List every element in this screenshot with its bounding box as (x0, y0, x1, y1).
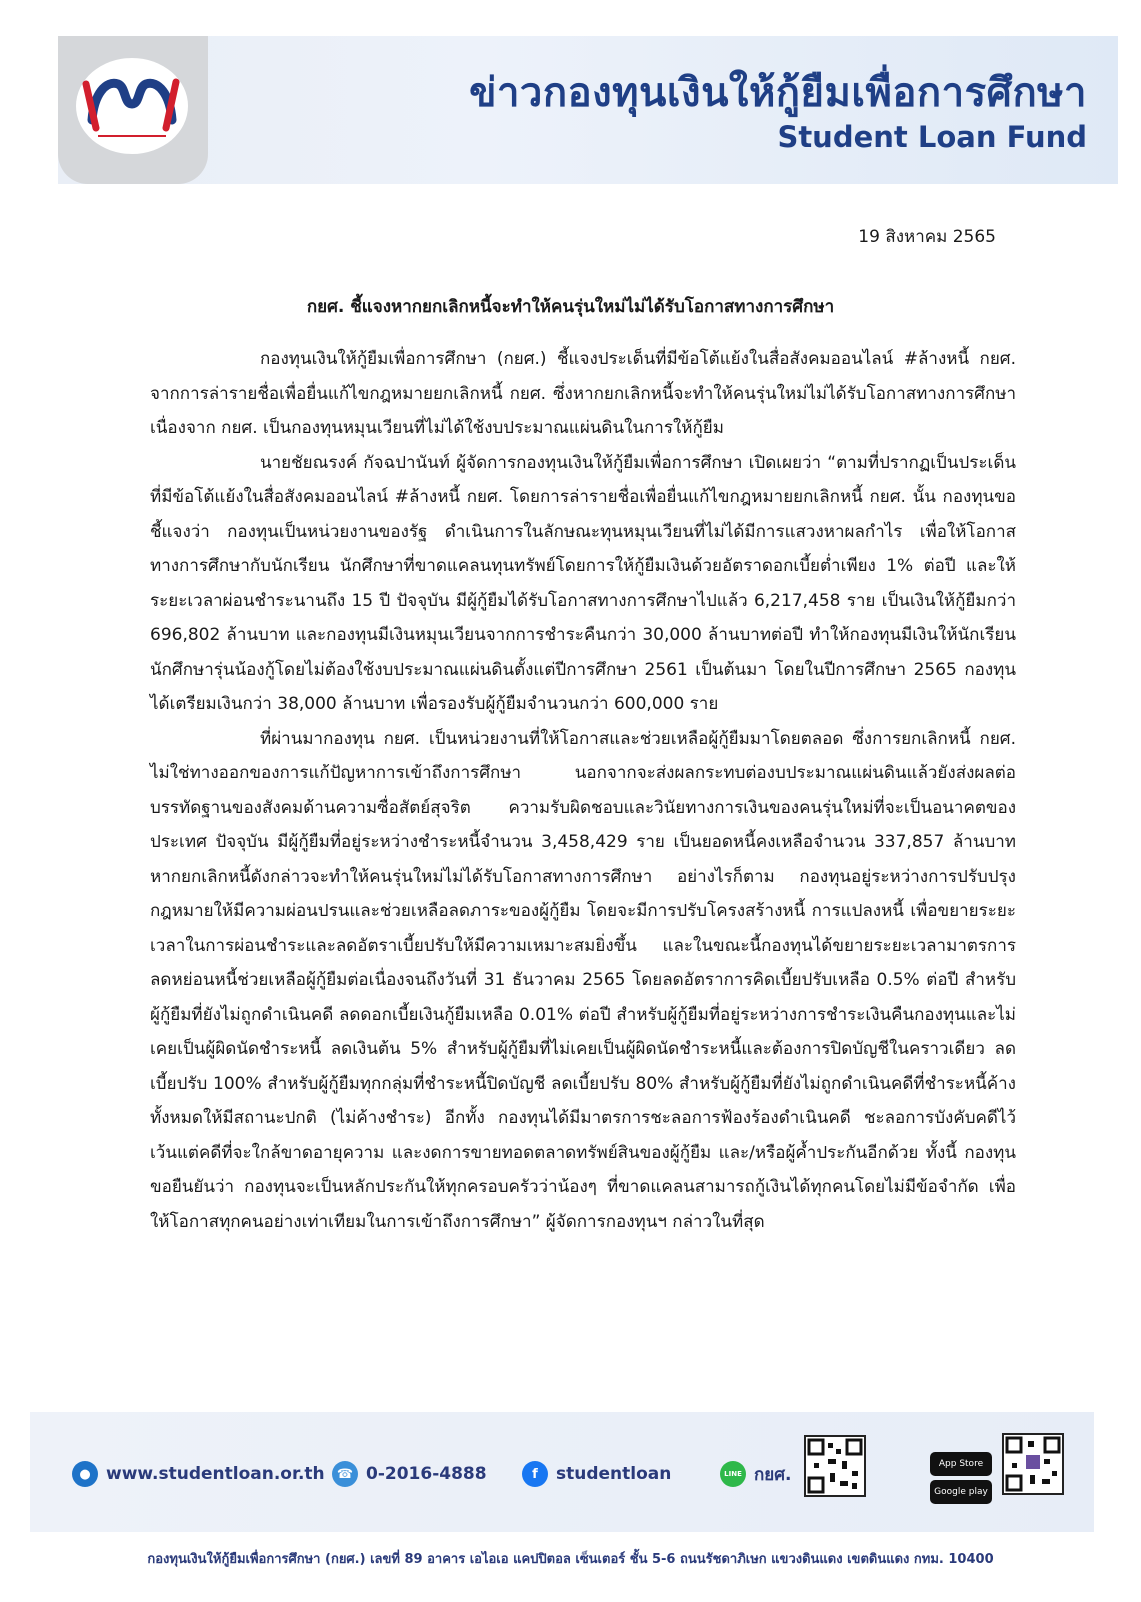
google-play-badge[interactable] (930, 1480, 992, 1504)
footer-line[interactable] (720, 1459, 792, 1489)
publication-date: 19 สิงหาคม 2565 (858, 227, 996, 247)
phone-number[interactable]: 0-2016-4888 (366, 1464, 487, 1484)
app-store-badge[interactable] (930, 1452, 992, 1476)
google-play-label: Google play (934, 1487, 988, 1497)
facebook-icon: f (522, 1461, 548, 1487)
qr-code-icon (804, 1435, 866, 1497)
paragraph-2: นายชัยณรงค์ กัจฉปานันท์ ผู้จัดการกองทุนเงินให้กู้ยืมเพื่อการศึกษา เปิดเผยว่า “ตามที่ปรากฏเป็นประเด็นที่มีข้อโต้แย้งในสื่อสังคมออนไลน์ #ล้างหนี้ กยศ. โดยการล่ารายชื่อเพื่อยื่นแก้ไขกฎหมายยกเลิกหนี้ กยศ. นั้น กองทุนขอชี้แจงว่า กองทุนเป็นหน่วยงานของรัฐ ดำเนินการในลักษณะทุนหมุนเวียนที่ไม่ได้มีการแสวงหาผลกำไร เพื่อให้โอกาสทางการศึกษากับนักเรียน นักศึกษาที่ขาดแคลนทุนทรัพย์โดยการให้กู้ยืมเงินด้วยอัตราดอกเบี้ยต่ำเพียง 1% ต่อปี และให้ระยะเวลาผ่อนชำระนานถึง 15 ปี ปัจจุบัน มีผู้กู้ยืมได้รับโอกาสทางการศึกษาไปแล้ว 6,217,458 ราย เป็นเงินให้กู้ยืมกว่า 696,802 ล้านบาท และกองทุนมีเงินหมุนเวียนจากการชำระคืนกว่า 30,000 ล้านบาทต่อปี ทำให้กองทุนมีเงินให้นักเรียน นักศึกษารุ่นน้องกู้โดยไม่ต้องใช้งบประมาณแผ่นดินตั้งแต่ปีการศึกษา 2561 เป็นต้นมา โดยในปีการศึกษา 2565 กองทุนได้เตรียมเงินกว่า 38,000 ล้านบาท เพื่อรองรับผู้กู้ยืมจำนวนกว่า 600,000 ราย (150, 452, 1016, 714)
header-subtitle: Student Loan Fund (777, 120, 1087, 154)
footer-website[interactable] (72, 1459, 325, 1489)
kyos-logo (72, 54, 192, 158)
website-link[interactable]: www.studentloan.or.th (106, 1464, 325, 1484)
footer-facebook[interactable] (522, 1459, 671, 1489)
header-title: ข่าวกองทุนเงินให้กู้ยืมเพื่อการศึกษา (469, 70, 1087, 116)
article-body (150, 342, 1016, 1239)
globe-icon: ● (72, 1461, 98, 1487)
line-icon: LINE (720, 1461, 746, 1487)
facebook-handle[interactable]: studentloan (556, 1464, 672, 1484)
paragraph-3: ที่ผ่านมากองทุน กยศ. เป็นหน่วยงานที่ให้โอกาสและช่วยเหลือผู้กู้ยืมมาโดยตลอด ซึ่งการยกเลิกหนี้ กยศ. ไม่ใช่ทางออกของการแก้ปัญหาการเข้าถึงการศึกษา นอกจากจะส่งผลกระทบต่องบประมาณแผ่นดินแล้วยังส่งผลต่อบรรทัดฐานของสังคมด้านความซื่อสัตย์สุจริต ความรับผิดชอบและวินัยทางการเงินของคนรุ่นใหม่ที่จะเป็นอนาคตของประเทศ ปัจจุบัน มีผู้กู้ยืมที่อยู่ระหว่างชำระหนี้จำนวน 3,458,429 ราย เป็นยอดหนี้คงเหลือจำนวน 337,857 ล้านบาท หากยกเลิกหนี้ดังกล่าวจะทำให้คนรุ่นใหม่ไม่ได้รับโอกาสทางการศึกษา อย่างไรก็ตาม กองทุนอยู่ระหว่างการปรับปรุงกฎหมายให้มีความผ่อนปรนและช่วยเหลือลดภาระของผู้กู้ยืม โดยจะมีการปรับโครงสร้างหนี้ การแปลงหนี้ เพื่อขยายระยะเวลาในการผ่อนชำระและลดอัตราเบี้ยปรับให้มีความเหมาะสมยิ่งขึ้น และในขณะนี้กองทุนได้ขยายระยะเวลามาตรการลดหย่อนหนี้ช่วยเหลือผู้กู้ยืมต่อเนื่องจนถึงวันที่ 31 ธันวาคม 2565 โดยลดอัตราการคิดเบี้ยปรับเหลือ 0.5% ต่อปี สำหรับผู้กู้ยืมที่ยังไม่ถูกดำเนินคดี ลดดอกเบี้ยเงินกู้ยืมเหลือ 0.01% ต่อปี สำหรับผู้กู้ยืมที่อยู่ระหว่างการชำระเงินคืนกองทุนและไม่เคยเป็นผู้ผิดนัดชำระหนี้ ลดเงินต้น 5% สำหรับผู้กู้ยืมที่ไม่เคยเป็นผู้ผิดนัดชำระหนี้และต้องการปิดบัญชีในคราวเดียว ลดเบี้ยปรับ 100% สำหรับผู้กู้ยืมทุกกลุ่มที่ชำระหนี้ปิดบัญชี ลดเบี้ยปรับ 80% สำหรับผู้กู้ยืมที่ยังไม่ถูกดำเนินคดีที่ชำระหนี้ค้างทั้งหมดให้มีสถานะปกติ (ไม่ค้างชำระ) อีกทั้ง กองทุนได้มีมาตรการชะลอการฟ้องร้องดำเนินคดี ชะลอการบังคับคดีไว้ เว้นแต่คดีที่จะใกล้ขาดอายุความ และงดการขายทอดตลาดทรัพย์สินของผู้กู้ยืม และ/หรือผู้ค้ำประกันอีกด้วย ทั้งนี้ กองทุนขอยืนยันว่า กองทุนจะเป็นหลักประกันให้ทุกครอบครัวว่าน้องๆ ที่ขาดแคลนสามารถกู้เงินได้ทุกคนโดยไม่มีข้อจำกัด เพื่อให้โอกาสทุกคนอย่างเท่าเทียมในการเข้าถึงการศึกษา” ผู้จัดการกองทุนฯ กล่าวในที่สุด (150, 728, 1016, 1232)
footer-phone[interactable] (332, 1459, 487, 1489)
app-qr-code-icon (1002, 1433, 1064, 1495)
app-store-label: App Store (938, 1459, 984, 1469)
paragraph-1: กองทุนเงินให้กู้ยืมเพื่อการศึกษา (กยศ.) ชี้แจงประเด็นที่มีข้อโต้แย้งในสื่อสังคมออนไลน์ #ล้างหนี้ กยศ. จากการล่ารายชื่อเพื่อยื่นแก้ไขกฎหมายยกเลิกหนี้ กยศ. ซึ่งหากยกเลิกหนี้จะทำให้คนรุ่นใหม่ไม่ได้รับโอกาสทางการศึกษา เนื่องจาก กยศ. เป็นกองทุนหมุนเวียนที่ไม่ได้ใช้งบประมาณแผ่นดินในการให้กู้ยืม (150, 349, 1016, 438)
phone-icon: ☎ (332, 1461, 358, 1487)
footer-address: กองทุนเงินให้กู้ยืมเพื่อการศึกษา (กยศ.) เลขที่ 89 อาคาร เอไอเอ แคปปิตอล เซ็นเตอร์ ชั้น 5-6 ถนนรัชดาภิเษก แขวงดินแดง เขตดินแดง กทม. 10400 (147, 1552, 994, 1567)
news-headline: กยศ. ชี้แจงหากยกเลิกหนี้จะทำให้คนรุ่นใหม่ไม่ได้รับโอกาสทางการศึกษา (306, 297, 835, 317)
line-handle[interactable]: กยศ. (754, 1464, 792, 1485)
